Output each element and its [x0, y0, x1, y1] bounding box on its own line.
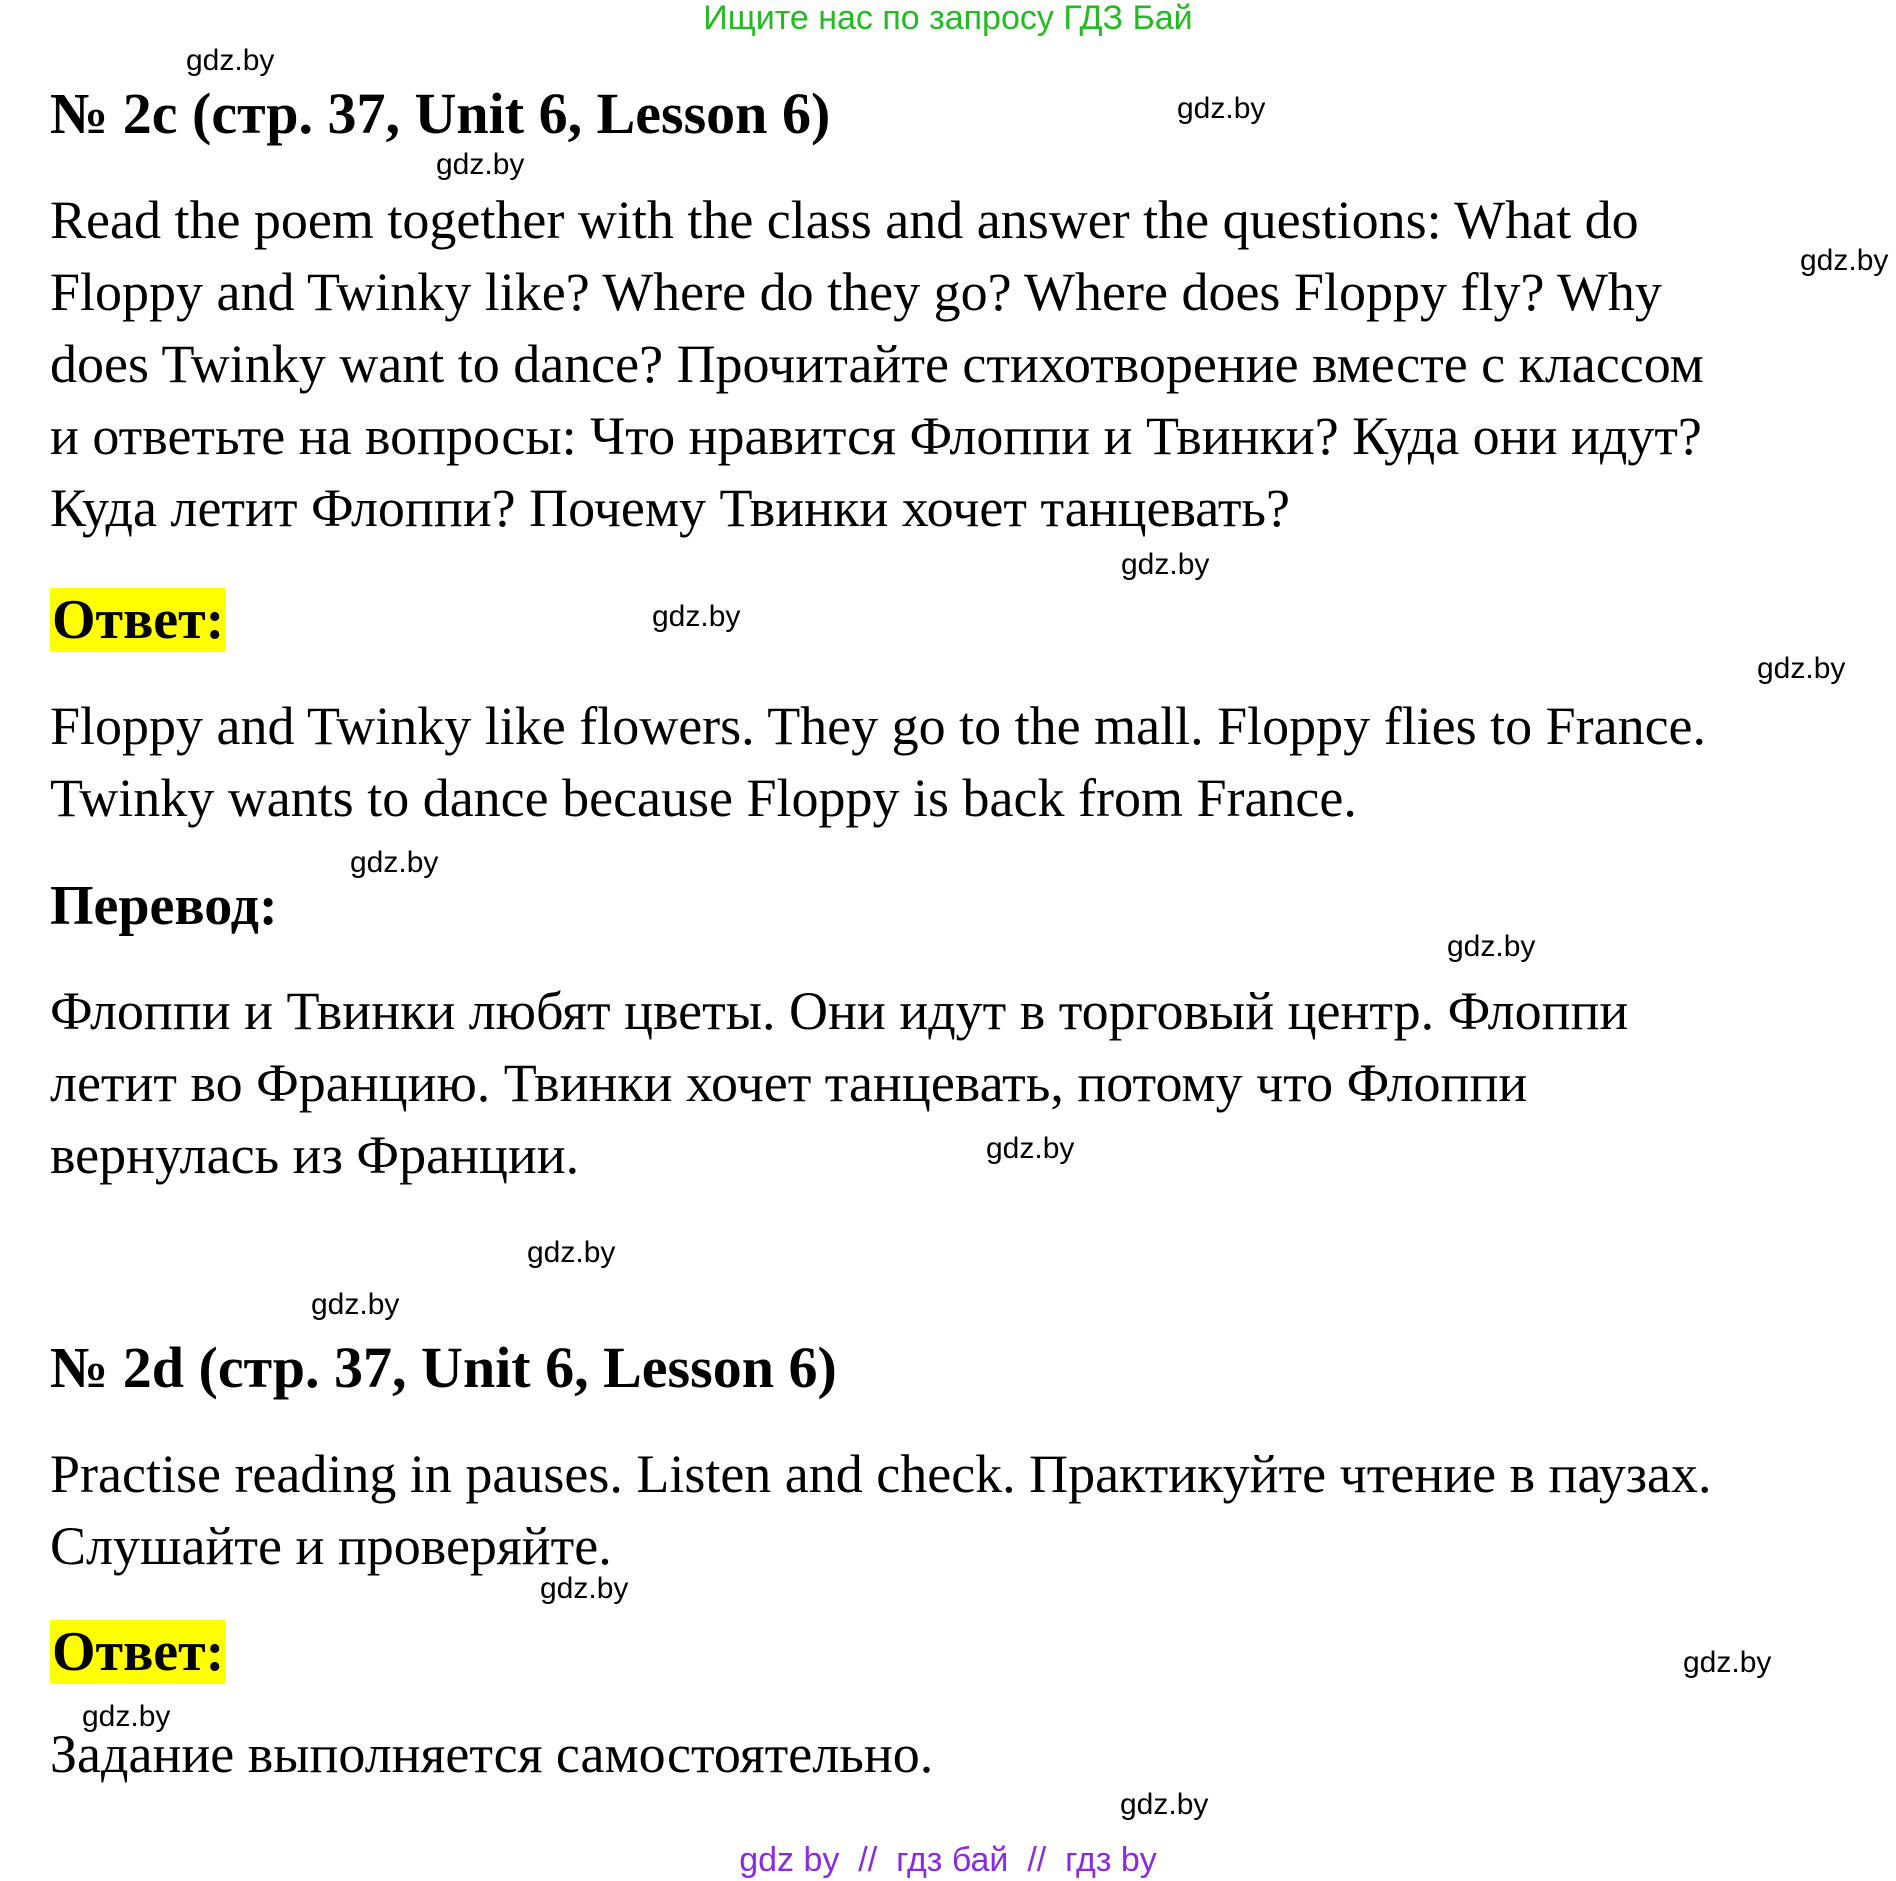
task-2d-heading: № 2d (стр. 37, Unit 6, Lesson 6) [50, 1335, 837, 1400]
watermark: gdz.by [527, 1236, 616, 1269]
question-line: Read the poem together with the class and answer the questions: What do [50, 190, 1639, 250]
search-banner: Ищите нас по запросу ГДЗ Бай [703, 0, 1193, 37]
watermark: gdz.by [1447, 930, 1536, 963]
watermark: gdz.by [652, 600, 741, 633]
translation-label: Перевод: [50, 875, 278, 937]
task-2d-question [50, 1438, 1880, 1582]
watermark: gdz.by [1177, 92, 1266, 125]
watermark: gdz.by [82, 1700, 171, 1733]
watermark: gdz.by [436, 148, 525, 181]
answer-label-2d: Ответ: [52, 1621, 225, 1683]
task-2c-question [50, 184, 1880, 544]
watermark: gdz.by [1757, 652, 1846, 685]
task-2c-heading: № 2c (стр. 37, Unit 6, Lesson 6) [50, 81, 831, 146]
question-line: Куда летит Флоппи? Почему Твинки хочет танцевать? [50, 478, 1291, 538]
answer-label-2c: Ответ: [52, 589, 225, 651]
watermark: gdz.by [1120, 1788, 1209, 1821]
question-line: Floppy and Twinky like? Where do they go? Where does Floppy fly? Why [50, 262, 1662, 322]
answer-line: Floppy and Twinky like flowers. They go to the mall. Floppy flies to France. [50, 696, 1707, 756]
watermark: gdz.by [1121, 548, 1210, 581]
question-line: Practise reading in pauses. Listen and check. Практикуйте чтение в паузах. [50, 1444, 1712, 1504]
question-line: Слушайте и проверяйте. [50, 1516, 612, 1576]
translation-line: вернулась из Франции. [50, 1125, 580, 1185]
watermark: gdz.by [986, 1132, 1075, 1165]
question-line: does Twinky want to dance? Прочитайте стихотворение вместе с классом [50, 334, 1704, 394]
watermark: gdz.by [186, 44, 275, 77]
watermark: gdz.by [1683, 1646, 1772, 1679]
translation-line: Флоппи и Твинки любят цветы. Они идут в торговый центр. Флоппи [50, 981, 1629, 1041]
translation-line: летит во Францию. Твинки хочет танцевать, потому что Флоппи [50, 1053, 1528, 1113]
watermark: gdz.by [540, 1572, 629, 1605]
watermark: gdz.by [1800, 244, 1889, 277]
answer-line: Задание выполняется самостоятельно. [50, 1724, 934, 1784]
question-line: и ответьте на вопросы: Что нравится Флоппи и Твинки? Куда они идут? [50, 406, 1702, 466]
footer-links: gdz by // гдз бай // гдз by [739, 1841, 1157, 1879]
watermark: gdz.by [350, 846, 439, 879]
task-2c-translation [50, 975, 1880, 1191]
answer-line: Twinky wants to dance because Floppy is back from France. [50, 768, 1357, 828]
task-2c-answer [50, 690, 1880, 834]
task-2d-answer [50, 1718, 1880, 1790]
watermark: gdz.by [311, 1288, 400, 1321]
